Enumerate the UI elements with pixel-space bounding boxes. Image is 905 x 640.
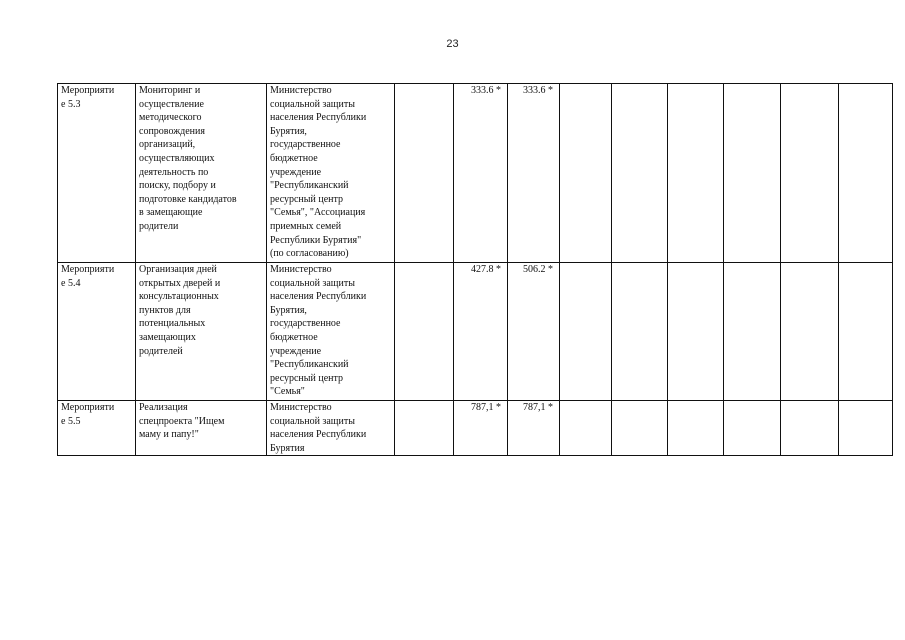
event-label: Мероприяти е 5.4	[61, 264, 115, 289]
value-cell: 787,1 *	[508, 401, 560, 456]
description-cell	[136, 84, 267, 263]
empty-cell	[612, 401, 668, 456]
event-cell	[58, 84, 136, 263]
empty-cell	[781, 84, 839, 263]
description-text: Организация дней открытых дверей и консультационных пунктов для потенциальных замещающих родителей	[139, 264, 221, 357]
empty-cell	[612, 263, 668, 401]
empty-cell	[724, 263, 781, 401]
description-text: Мониторинг и осуществление методического сопровождения организаций, осуществляющих деятельность по поиску, подбору и подготовке кандидатов в замещающие родители	[139, 85, 237, 232]
event-cell	[58, 263, 136, 401]
table-row-event-5-5	[58, 401, 893, 456]
value-cell: 427.8 *	[454, 263, 508, 401]
value-cell: 506.2 *	[508, 263, 560, 401]
empty-cell	[724, 84, 781, 263]
empty-cell	[839, 263, 893, 401]
executor-text: Министерство социальной защиты населения Республики Бурятия	[270, 402, 367, 454]
description-cell	[136, 263, 267, 401]
empty-cell	[781, 401, 839, 456]
executor-cell	[267, 263, 395, 401]
executor-text: Министерство социальной защиты населения Республики Бурятия, государственное бюджетное учреждение "Республиканский ресурсный центр "Семья"	[270, 264, 367, 398]
empty-cell	[560, 263, 612, 401]
empty-cell	[839, 401, 893, 456]
value-cell: 333.6 *	[508, 84, 560, 263]
empty-cell	[395, 84, 454, 263]
event-label: Мероприяти е 5.3	[61, 85, 115, 110]
empty-cell	[668, 263, 724, 401]
description-cell	[136, 401, 267, 456]
page-number: 23	[446, 38, 459, 50]
value-cell: 333.6 *	[454, 84, 508, 263]
empty-cell	[395, 263, 454, 401]
empty-cell	[781, 263, 839, 401]
empty-cell	[612, 84, 668, 263]
empty-cell	[668, 84, 724, 263]
executor-text: Министерство социальной защиты населения Республики Бурятия, государственное бюджетное учреждение "Республиканский ресурсный центр "Семья", "Ассоциация приемных семей Республики Бурятия" (по согласованию)	[270, 85, 367, 260]
empty-cell	[724, 401, 781, 456]
event-cell	[58, 401, 136, 456]
executor-cell	[267, 84, 395, 263]
executor-cell	[267, 401, 395, 456]
table-row-event-5-4	[58, 263, 893, 401]
empty-cell	[839, 84, 893, 263]
empty-cell	[395, 401, 454, 456]
event-label: Мероприяти е 5.5	[61, 402, 115, 427]
empty-cell	[668, 401, 724, 456]
value-cell: 787,1 *	[454, 401, 508, 456]
table-row-event-5-3	[58, 84, 893, 263]
program-events-table	[57, 83, 893, 456]
empty-cell	[560, 401, 612, 456]
empty-cell	[560, 84, 612, 263]
description-text: Реализация спецпроекта "Ищем маму и папу!"	[139, 402, 225, 441]
